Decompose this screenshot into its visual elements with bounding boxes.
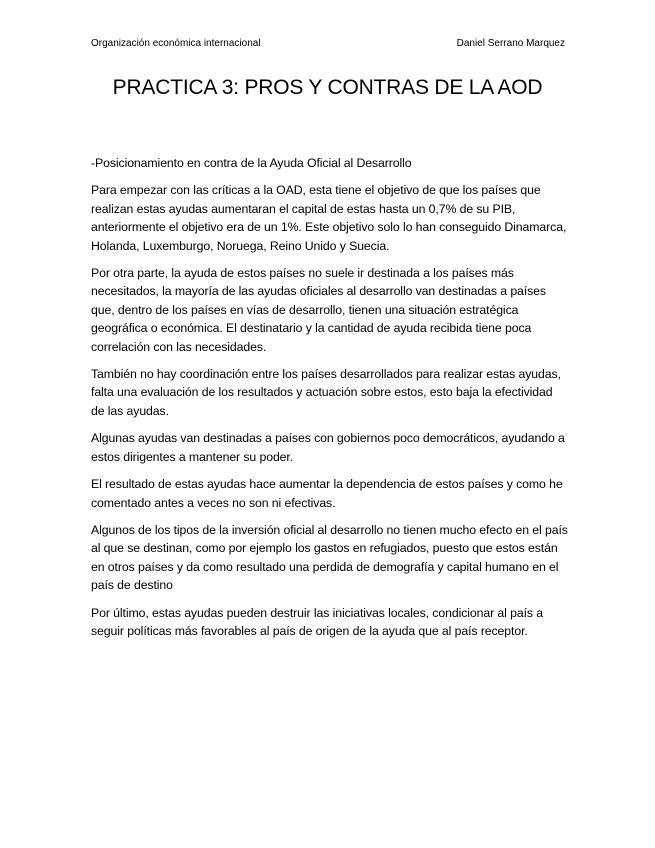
paragraph-3: También no hay coordinación entre los países desarrollados para realizar estas ayudas, falta una evaluación de los resultados y actuación sobre estos, esto baja la efectividad de las ayudas.	[91, 367, 561, 418]
paragraph-2: Por otra parte, la ayuda de estos países no suele ir destinada a los países más necesitados, la mayoría de las ayudas oficiales al desarrollo van destinadas a países que, dentro de los países en vías de desarrollo, tienen una situación estratégica geográfica o económica. El destinatario y la cantidad de ayuda recibida tiene poca correlación con las necesidades.	[91, 266, 546, 354]
section-subheading: -Posicionamiento en contra de la Ayuda Oficial al Desarrollo	[91, 156, 412, 170]
page-title: PRACTICA 3: PROS Y CONTRAS DE LA AOD	[112, 76, 543, 99]
paragraph-1: Para empezar con las críticas a la OAD, esta tiene el objetivo de que los países que realizan estas ayudas aumentaran el capital de estas hasta un 0,7% de su PIB, anteriormente el objetivo era de un 1%. Este objetivo solo lo han conseguido Dinamarca, Holanda, Luxemburgo, Noruega, Reino Unido y Suecia.	[91, 183, 567, 253]
paragraph-6: Algunos de los tipos de la inversión oficial al desarrollo no tienen mucho efecto en el país al que se destinan, como por ejemplo los gastos en refugiados, puesto que estos están en otros países y da como resultado una perdida de demografía y capital humano en el país de destino	[91, 522, 568, 593]
paragraph-7: Por último, estas ayudas pueden destruir las iniciativas locales, condicionar al país a seguir políticas más favorables al país de origen de la ayuda que al país receptor.	[91, 605, 543, 638]
header-course: Organización económica internacional	[91, 38, 261, 49]
paragraph-4: Algunas ayudas van destinadas a países con gobiernos poco democráticos, ayudando a estos dirigentes a mantener su poder.	[91, 431, 565, 464]
document-body	[91, 154, 569, 649]
header-author: Daniel Serrano Marquez	[456, 38, 565, 49]
paragraph-5: El resultado de estas ayudas hace aumentar la dependencia de estos países y como he comentado antes a veces no son ni efectivas.	[91, 477, 563, 510]
